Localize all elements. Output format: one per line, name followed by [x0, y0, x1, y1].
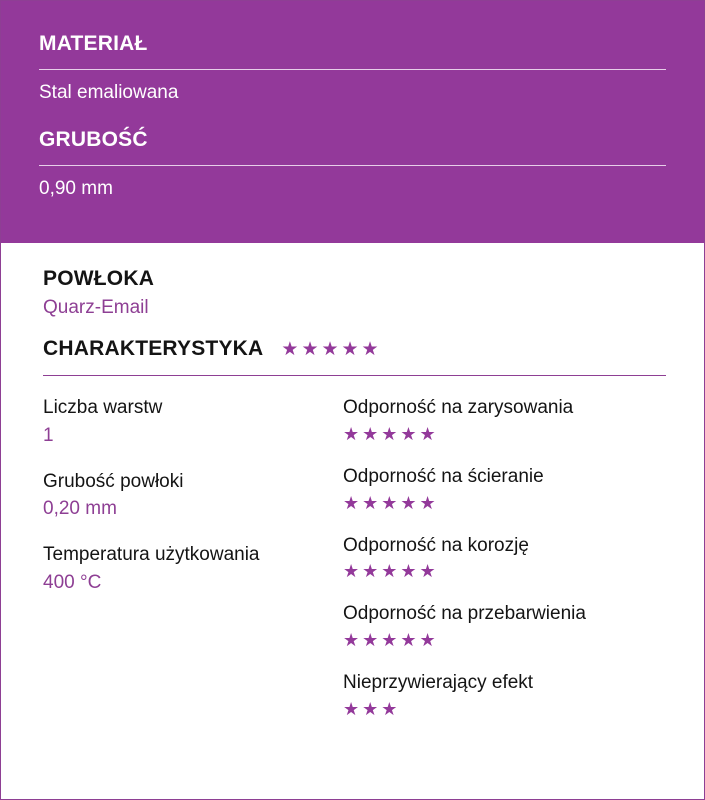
- spec-item: [43, 470, 343, 522]
- rating-item: [343, 465, 666, 512]
- rating-item: [343, 671, 666, 718]
- rating-name: Odporność na ścieranie: [343, 465, 544, 487]
- spec-name: Liczba warstw: [43, 397, 163, 418]
- rating-stars-icon: ★★★★★: [343, 423, 439, 444]
- characteristics-header: [43, 337, 666, 361]
- characteristics-label: CHARAKTERYSTYKA: [43, 337, 264, 360]
- coating-panel: [1, 243, 704, 740]
- coating-label: POWŁOKA: [43, 267, 155, 290]
- rating-name: Odporność na zarysowania: [343, 397, 574, 418]
- thickness-divider: [39, 165, 666, 166]
- rating-item: [343, 534, 666, 581]
- ratings-column: [343, 396, 666, 740]
- material-label: MATERIAŁ: [39, 32, 148, 55]
- characteristics-stars-icon: ★★★★★: [281, 338, 382, 360]
- thickness-value: 0,90 mm: [39, 178, 113, 200]
- spec-name: Grubość powłoki: [43, 470, 184, 492]
- rating-name: Nieprzywierający efekt: [343, 672, 534, 693]
- thickness-label: GRUBOŚĆ: [39, 127, 148, 151]
- rating-stars-icon: ★★★: [343, 698, 401, 719]
- spec-name: Temperatura użytkowania: [43, 544, 260, 565]
- rating-name: Odporność na korozję: [343, 534, 529, 556]
- rating-stars-icon: ★★★★★: [343, 492, 439, 513]
- spec-item: [43, 543, 343, 595]
- spec-item: [43, 396, 343, 448]
- characteristics-divider: [43, 375, 666, 376]
- details-columns: [43, 396, 666, 740]
- rating-item: [343, 396, 666, 443]
- specs-column: [43, 396, 343, 740]
- coating-value: Quarz-Email: [43, 297, 149, 318]
- material-panel: [1, 1, 704, 243]
- rating-stars-icon: ★★★★★: [343, 561, 439, 582]
- spec-value: 0,20 mm: [43, 498, 117, 520]
- material-value: Stal emaliowana: [39, 82, 179, 104]
- rating-item: [343, 602, 666, 649]
- spec-value: 1: [43, 424, 54, 446]
- rating-stars-icon: ★★★★★: [343, 630, 439, 650]
- material-divider: [39, 69, 666, 70]
- rating-name: Odporność na przebarwienia: [343, 603, 586, 625]
- spec-value: 400 °C: [43, 571, 102, 593]
